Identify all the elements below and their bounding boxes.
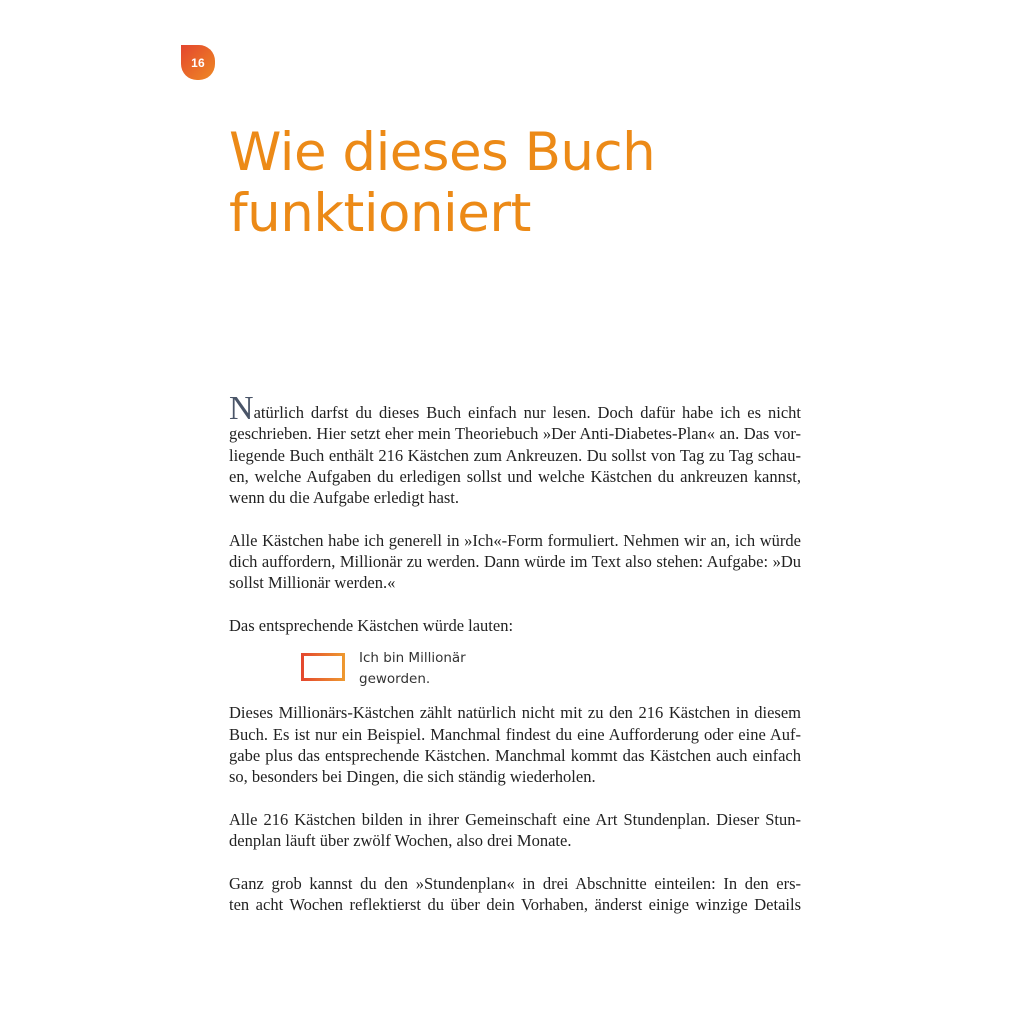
paragraph-3 (229, 615, 801, 636)
body-text (229, 390, 801, 915)
paragraph-1-line-5: wenn du die Aufgabe erledigt hast. (229, 488, 460, 508)
paragraph-1-line-1: Natürlich darfst du dieses Buch einfach nur lesen. Doch dafür habe ich es nicht (229, 390, 801, 427)
example-checkbox[interactable] (301, 653, 345, 681)
paragraph-1-line-2: geschrieben. Hier setzt eher mein Theoriebuch »Der Anti-Diabetes-Plan« an. Das vor- (229, 424, 801, 444)
paragraph-1-line-3: liegende Buch enthält 216 Kästchen zum Ankreuzen. Du sollst von Tag zu Tag schau- (229, 445, 801, 465)
page-number: 16 (191, 55, 205, 70)
paragraph-2-line-2: dich auffordern, Millionär zu werden. Dann würde im Text also stehen: Aufgabe: »Du (229, 552, 801, 572)
dropcap-letter: N (229, 390, 254, 427)
paragraph-6-line-2: ten acht Wochen reflektierst du über dein Vorhaben, änderst einige winzige Details (229, 894, 801, 914)
chapter-title-line-1: Wie dieses Buch (229, 122, 656, 183)
paragraph-6 (229, 873, 801, 916)
example-checkbox-label (359, 648, 489, 690)
paragraph-5 (229, 809, 801, 852)
page-number-badge (181, 45, 215, 80)
example-checkbox-label-line-2: geworden. (359, 671, 431, 688)
paragraph-5-line-2: denplan läuft über zwölf Wochen, also drei Monate. (229, 831, 572, 851)
paragraph-5-line-1: Alle 216 Kästchen bilden in ihrer Gemeinschaft eine Art Stundenplan. Dieser Stun- (229, 809, 801, 829)
paragraph-2-line-1: Alle Kästchen habe ich generell in »Ich«-Form formuliert. Nehmen wir an, ich würde (229, 530, 801, 550)
paragraph-4-line-2: Buch. Es ist nur ein Beispiel. Manchmal findest du eine Aufforderung oder eine Auf- (229, 724, 801, 744)
chapter-title (229, 122, 829, 244)
paragraph-4-line-1: Dieses Millionärs-Kästchen zählt natürlich nicht mit zu den 216 Kästchen in diesem (229, 703, 801, 723)
paragraph-1-line-4: en, welche Aufgaben du erledigen sollst und welche Kästchen du ankreuzen kannst, (229, 466, 801, 486)
paragraph-4-line-4: so, besonders bei Dingen, die sich ständig wiederholen. (229, 767, 596, 787)
paragraph-2 (229, 530, 801, 594)
paragraph-1 (229, 390, 801, 508)
paragraph-6-line-1: Ganz grob kannst du den »Stundenplan« in drei Abschnitte einteilen: In den ers- (229, 873, 801, 893)
example-checkbox-item (301, 648, 801, 690)
chapter-title-line-2: funktioniert (229, 183, 531, 244)
paragraph-4-line-3: gabe plus das entsprechende Kästchen. Manchmal kommt das Kästchen auch einfach (229, 745, 801, 765)
paragraph-3-line-1: Das entsprechende Kästchen würde lauten: (229, 615, 514, 635)
paragraph-2-line-3: sollst Millionär werden.« (229, 573, 396, 593)
example-checkbox-label-line-1: Ich bin Millionär (359, 650, 466, 667)
paragraph-4 (229, 702, 801, 787)
